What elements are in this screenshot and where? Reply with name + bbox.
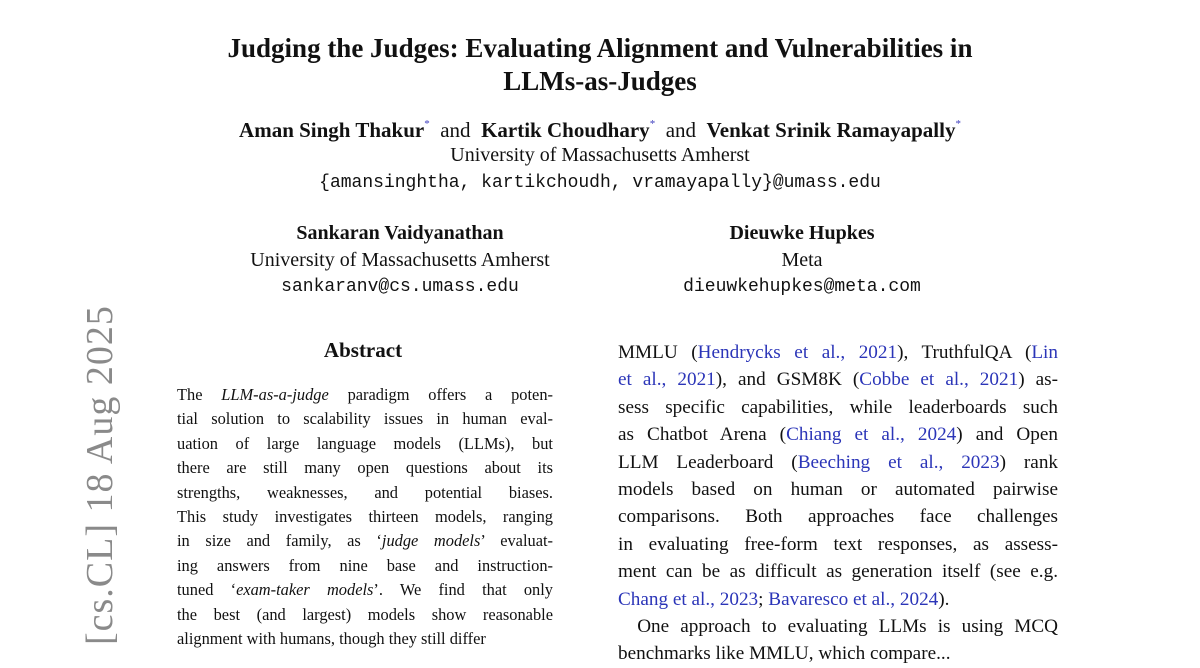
text-run: ’ evaluat- <box>480 531 553 551</box>
text-run: One approach to evaluating LLMs is using MCQ <box>618 616 1058 638</box>
text-run: sess specific capabilities, while leaderboards such <box>618 396 1058 418</box>
text-run: as Chatbot Arena ( <box>618 424 787 446</box>
text-line <box>177 505 553 529</box>
italic-term: judge models <box>381 531 481 551</box>
text-line <box>618 476 1058 503</box>
italic-term: LLM-as-a-judge <box>221 385 329 404</box>
text-run: paradigm offers a poten- <box>328 385 553 404</box>
author-list <box>0 113 1200 143</box>
author-email: sankaranv@cs.umass.edu <box>281 277 519 297</box>
text-run: ), and GSM8K ( <box>715 369 860 391</box>
text-run: there are still many open questions about its <box>177 458 553 478</box>
text-line <box>618 339 1058 366</box>
text-line <box>618 531 1058 558</box>
text-run: ment can be as difficult as generation itself (see e.g. <box>618 561 1058 583</box>
arxiv-stamp <box>26 305 121 648</box>
text-run: models based on human or automated pairwise <box>618 479 1058 501</box>
author-name: Venkat Srinik Ramayapally <box>706 118 956 142</box>
text-line <box>618 613 1058 640</box>
text-run: MMLU ( <box>618 342 698 363</box>
citation-link[interactable]: Chang et al., 2023 <box>618 588 759 610</box>
intro-body-right-column <box>618 339 1058 668</box>
text-line <box>177 603 553 627</box>
author-name: Sankaran Vaidyanathan <box>296 222 504 244</box>
text-run: the best (and largest) models show reasonable <box>177 604 553 624</box>
arxiv-stamp-text: [cs.CL] 18 Aug 2025 <box>79 305 121 645</box>
text-run: uation of large language models (LLMs), but <box>177 433 553 453</box>
text-line <box>618 449 1058 476</box>
author-emails: {amansinghtha, kartikchoudh, vramayapally}@umass.edu <box>319 173 881 193</box>
title-line-1: Judging the Judges: Evaluating Alignment and Vulnerabilities in <box>227 33 973 63</box>
text-line <box>618 586 1058 613</box>
text-run: ), TruthfulQA ( <box>897 342 1032 363</box>
paper-title <box>0 32 1200 98</box>
text-run: ing answers from nine base and instruction- <box>177 555 553 575</box>
equal-contrib-mark[interactable]: * <box>955 118 961 130</box>
text-line <box>618 394 1058 421</box>
text-run: comparisons. Both approaches face challenges <box>618 506 1058 528</box>
text-line <box>177 578 553 602</box>
citation-link[interactable]: Chiang et al., 2024 <box>786 424 957 446</box>
text-run: ) rank <box>999 451 1059 473</box>
equal-contrib-mark[interactable]: * <box>424 118 430 130</box>
text-run: LLM Leaderboard ( <box>618 451 798 473</box>
author-block-5 <box>572 220 1032 301</box>
text-run: tuned ‘ <box>177 580 237 600</box>
text-line <box>618 366 1058 393</box>
author-name: Aman Singh Thakur <box>239 118 425 142</box>
text-run: ; <box>758 588 769 610</box>
text-run: in size and family, as ‘ <box>177 531 382 551</box>
text-run: ). <box>938 588 950 610</box>
text-run: benchmarks like MMLU, which compare... <box>618 643 951 665</box>
text-line <box>618 558 1058 585</box>
title-line-2: LLMs-as-Judges <box>503 66 697 96</box>
text-line <box>177 407 553 431</box>
citation-link[interactable]: Hendrycks et al., 2021 <box>697 342 898 363</box>
text-run: strengths, weaknesses, and potential biases. <box>177 482 553 502</box>
text-run: ’. We find that only <box>373 580 553 600</box>
text-run: ) and Open <box>956 424 1058 446</box>
author-block-4 <box>170 220 630 301</box>
text-line <box>177 627 553 651</box>
text-line <box>618 640 1058 667</box>
text-run: The <box>177 385 222 404</box>
text-run: in evaluating free-form text responses, as assess- <box>618 533 1058 555</box>
author-name: Kartik Choudhary <box>481 118 650 142</box>
text-line <box>618 503 1058 530</box>
author-email: dieuwkehupkes@meta.com <box>683 277 921 297</box>
text-run: This study investigates thirteen models, ranging <box>177 507 553 527</box>
citation-link[interactable]: Beeching et al., 2023 <box>797 451 1000 473</box>
citation-link[interactable]: et al., 2021 <box>618 369 716 391</box>
text-run: ) as- <box>1018 369 1059 391</box>
citation-link[interactable]: Lin <box>1031 342 1058 363</box>
and-word: and <box>665 118 697 142</box>
citation-link[interactable]: Cobbe et al., 2021 <box>859 369 1019 391</box>
text-line <box>618 421 1058 448</box>
text-line <box>177 456 553 480</box>
text-run: tial solution to scalability issues in human eval- <box>177 409 553 429</box>
abstract-body <box>177 383 553 651</box>
text-line <box>177 481 553 505</box>
text-line <box>177 529 553 553</box>
affiliation: University of Massachusetts Amherst <box>450 144 750 166</box>
text-line <box>177 383 553 407</box>
text-line <box>177 432 553 456</box>
and-word: and <box>440 118 471 142</box>
text-line <box>177 554 553 578</box>
author-name: Dieuwke Hupkes <box>729 222 875 244</box>
affiliation: Meta <box>781 249 823 271</box>
equal-contrib-mark[interactable]: * <box>649 118 656 130</box>
text-run: alignment with humans, though they still differ <box>177 629 486 649</box>
citation-link[interactable]: Bavaresco et al., 2024 <box>768 588 939 610</box>
abstract-heading: Abstract <box>323 338 403 362</box>
italic-term: exam-taker models <box>236 580 374 600</box>
affiliation: University of Massachusetts Amherst <box>250 249 550 271</box>
